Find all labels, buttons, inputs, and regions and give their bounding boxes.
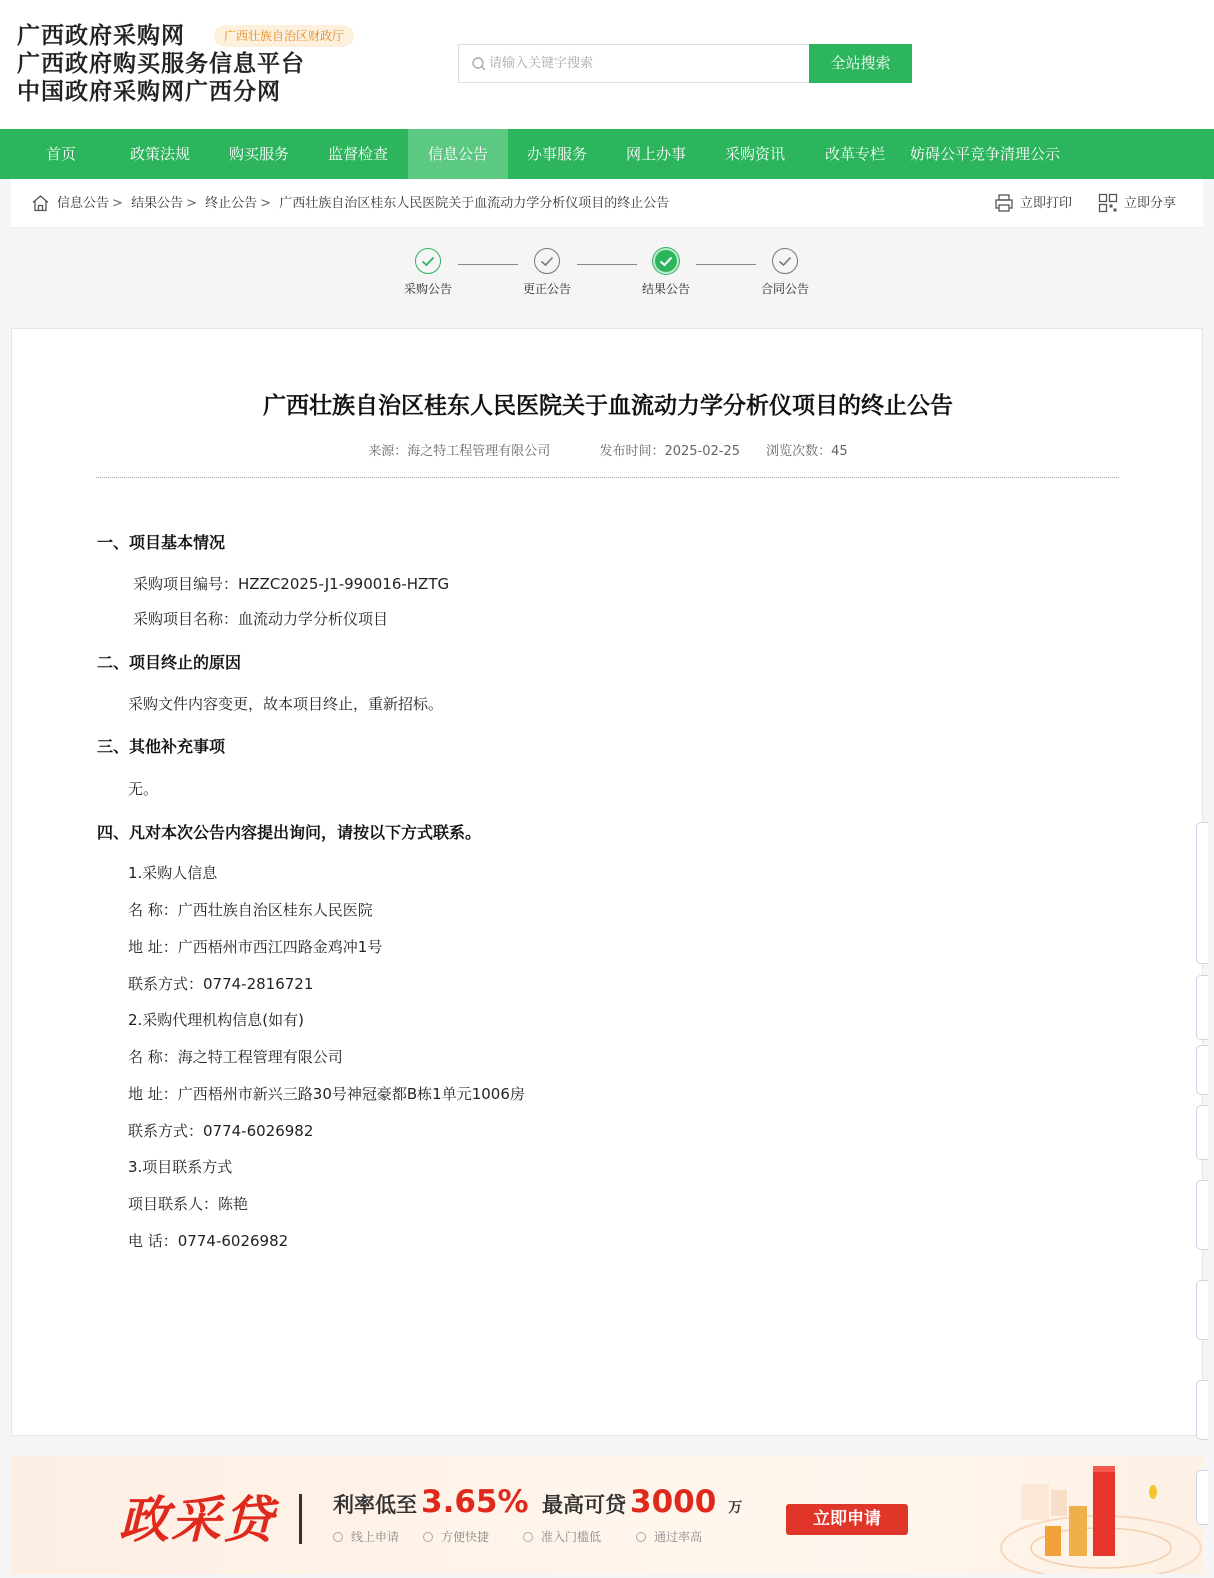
purchaser-phone: 联系方式：0774-2816721 xyxy=(128,975,314,993)
check-circle-icon xyxy=(333,1532,343,1542)
step-label: 合同公告 xyxy=(760,282,809,296)
print-button[interactable] xyxy=(994,179,1072,228)
main-nav xyxy=(0,129,1214,179)
rate-value: 3.65% xyxy=(421,1484,529,1520)
title-divider xyxy=(96,477,1119,478)
nav-item-reform[interactable]: 改革专栏 xyxy=(824,145,885,163)
max-unit: 万 xyxy=(728,1500,743,1516)
breadcrumb-link-results[interactable]: 结果公告 xyxy=(131,196,184,211)
section-heading-basic-info: 一、项目基本情况 xyxy=(97,533,226,552)
site-logo[interactable] xyxy=(17,22,345,106)
agency-address: 地 址：广西梧州市新兴三路30号神冠豪都B栋1单元1006房 xyxy=(128,1085,525,1103)
banner-divider xyxy=(299,1494,302,1544)
article-meta xyxy=(12,440,1204,459)
article-source: 来源：海之特工程管理有限公司 xyxy=(368,444,551,459)
search-button[interactable]: 全站搜索 xyxy=(809,44,912,83)
banner-feature: 准入门槛低 xyxy=(523,1528,601,1545)
agency-info-heading: 2.采购代理机构信息(如有) xyxy=(128,1011,305,1029)
department-badge: 广西壮族自治区财政厅 xyxy=(214,25,354,47)
nav-item-supervision[interactable]: 监督检查 xyxy=(327,145,388,163)
check-circle-icon xyxy=(523,1532,533,1542)
section-heading-other-matters: 三、其他补充事项 xyxy=(97,737,226,756)
floating-side-tab[interactable] xyxy=(1196,975,1208,1040)
purchaser-info-heading: 1.采购人信息 xyxy=(128,864,218,882)
breadcrumb-current: 广西壮族自治区桂东人民医院关于血流动力学分析仪项目的终止公告 xyxy=(279,196,670,211)
purchaser-name: 名 称：广西壮族自治区桂东人民医院 xyxy=(128,901,373,919)
project-contact-phone: 电 话：0774-6026982 xyxy=(128,1232,289,1250)
floating-side-tab[interactable] xyxy=(1196,1045,1208,1095)
banner-feature: 线上申请 xyxy=(333,1528,399,1545)
article-views: 浏览次数：45 xyxy=(766,444,848,459)
step-contract-announcement[interactable] xyxy=(755,248,815,297)
check-icon xyxy=(415,248,441,274)
logo-line-2: 广西政府购买服务信息平台 xyxy=(17,51,305,77)
step-connector xyxy=(577,264,637,265)
article-title: 广西壮族自治区桂东人民医院关于血流动力学分析仪项目的终止公告 xyxy=(263,393,953,419)
step-purchase-announcement[interactable] xyxy=(398,248,458,297)
project-contact-person: 项目联系人：陈艳 xyxy=(128,1195,249,1213)
floating-side-tab[interactable] xyxy=(1196,1470,1208,1525)
search-bar xyxy=(458,44,912,83)
max-label: 最高可贷 xyxy=(542,1493,626,1517)
step-label: 采购公告 xyxy=(403,282,452,296)
max-value: 3000 xyxy=(630,1484,717,1520)
step-connector xyxy=(458,264,518,265)
floating-side-tab[interactable] xyxy=(1196,1180,1208,1250)
rate-label: 利率低至 xyxy=(333,1493,417,1517)
banner-max-loan xyxy=(542,1484,742,1520)
nav-item-announcements[interactable]: 信息公告 xyxy=(408,129,508,179)
banner-feature: 方便快捷 xyxy=(423,1528,489,1545)
share-label: 立即分享 xyxy=(1124,196,1177,211)
logo-line-1: 广西政府采购网 xyxy=(17,23,185,49)
floating-side-tab[interactable] xyxy=(1196,1280,1208,1340)
floating-side-tab[interactable] xyxy=(1196,822,1208,964)
banner-brand: 政采贷 xyxy=(119,1491,275,1549)
announcement-article xyxy=(11,328,1203,1436)
print-label: 立即打印 xyxy=(1020,196,1073,211)
breadcrumb-link-announcements[interactable]: 信息公告 xyxy=(57,196,110,211)
search-icon xyxy=(471,56,487,72)
share-button[interactable] xyxy=(1098,179,1176,228)
check-icon xyxy=(772,248,798,274)
breadcrumb xyxy=(57,179,669,228)
breadcrumb-separator: > xyxy=(112,196,123,211)
site-header xyxy=(0,0,1214,129)
nav-item-news[interactable]: 采购资讯 xyxy=(724,145,785,163)
step-label: 更正公告 xyxy=(522,282,571,296)
floating-side-tab[interactable] xyxy=(1196,1105,1208,1160)
check-icon xyxy=(534,248,560,274)
loan-ad-banner[interactable] xyxy=(11,1456,1203,1574)
termination-reason-text: 采购文件内容变更，故本项目终止，重新招标。 xyxy=(128,695,444,713)
nav-item-purchase-service[interactable]: 购买服务 xyxy=(228,145,289,163)
search-box xyxy=(458,44,810,83)
qr-code-icon xyxy=(1098,193,1118,213)
article-publish-time: 发布时间：2025-02-25 xyxy=(599,444,741,459)
nav-item-services[interactable]: 办事服务 xyxy=(526,145,587,163)
check-circle-icon xyxy=(636,1532,646,1542)
breadcrumb-link-termination[interactable]: 终止公告 xyxy=(205,196,258,211)
agency-phone: 联系方式：0774-6026982 xyxy=(128,1122,314,1140)
apply-now-button[interactable]: 立即申请 xyxy=(786,1504,908,1535)
section-heading-termination-reason: 二、项目终止的原因 xyxy=(97,653,242,672)
floating-side-tab[interactable] xyxy=(1196,1380,1208,1440)
search-input[interactable] xyxy=(489,45,807,82)
step-label: 结果公告 xyxy=(641,282,690,296)
other-matters-text: 无。 xyxy=(128,780,159,798)
check-icon xyxy=(653,248,679,274)
nav-item-online[interactable]: 网上办事 xyxy=(625,145,686,163)
logo-line-3: 中国政府采购网广西分网 xyxy=(17,79,281,105)
banner-feature: 通过率高 xyxy=(636,1528,702,1545)
nav-item-fair-competition[interactable]: 妨碍公平竞争清理公示 xyxy=(909,145,1060,163)
breadcrumb-separator: > xyxy=(186,196,197,211)
nav-item-home[interactable]: 首页 xyxy=(45,145,76,163)
check-circle-icon xyxy=(423,1532,433,1542)
project-contact-heading: 3.项目联系方式 xyxy=(128,1158,233,1176)
purchaser-address: 地 址：广西梧州市西江四路金鸡冲1号 xyxy=(128,938,383,956)
step-correction-announcement[interactable] xyxy=(517,248,577,297)
section-heading-contact: 四、凡对本次公告内容提出询问，请按以下方式联系。 xyxy=(97,823,482,842)
printer-icon xyxy=(994,193,1014,213)
step-result-announcement[interactable] xyxy=(636,248,696,297)
announcement-steps xyxy=(0,229,1214,327)
breadcrumb-bar xyxy=(11,179,1203,228)
breadcrumb-separator: > xyxy=(260,196,272,211)
project-code: 采购项目编号：HZZC2025-J1-990016-HZTG xyxy=(133,575,450,593)
growth-chart-illustration xyxy=(991,1456,1203,1574)
step-connector xyxy=(696,264,756,265)
agency-name: 名 称：海之特工程管理有限公司 xyxy=(128,1048,343,1066)
home-icon[interactable] xyxy=(31,194,50,212)
nav-item-policy[interactable]: 政策法规 xyxy=(129,145,190,163)
banner-rate xyxy=(333,1484,529,1520)
project-name: 采购项目名称：血流动力学分析仪项目 xyxy=(133,610,389,628)
